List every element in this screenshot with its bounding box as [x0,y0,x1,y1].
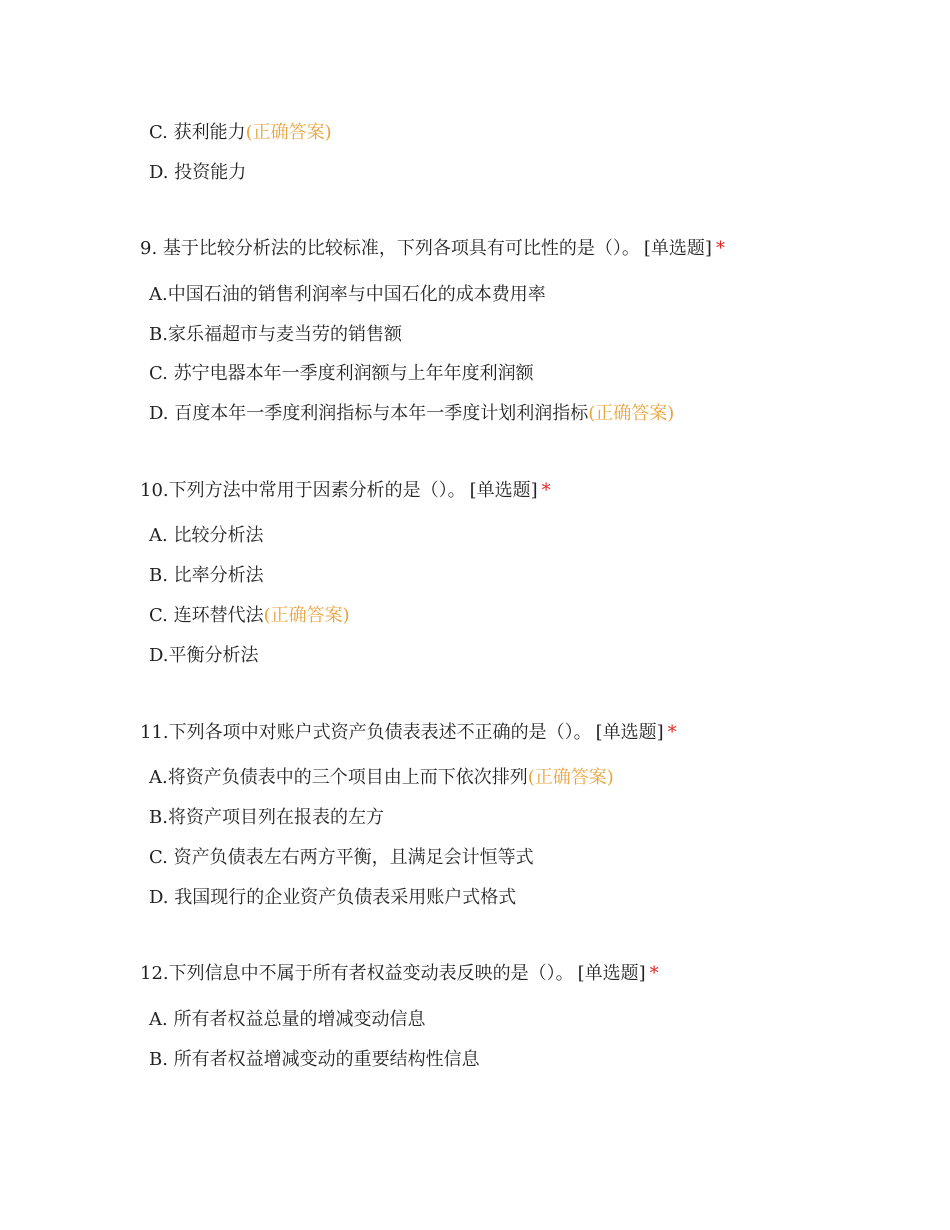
question-text: 12.下列信息中不属于所有者权益变动表反映的是（）。 [140,963,574,984]
q9-option-b [149,323,402,347]
q8-option-d [149,161,246,185]
correct-answer-marker: (正确答案) [245,122,332,143]
q11-option-a [149,766,614,790]
question-9-title [140,237,725,261]
q11-option-b [149,806,384,830]
option-text: D.平衡分析法 [149,645,259,666]
option-text: C. 苏宁电器本年一季度利润额与上年年度利润额 [149,363,534,384]
option-text: D. 我国现行的企业资产负债表采用账户式格式 [149,887,517,908]
option-text: B.将资产项目列在报表的左方 [149,807,384,828]
option-text: C. 资产负债表左右两方平衡，且满足会计恒等式 [149,847,534,868]
q11-option-c [149,846,534,870]
option-text: C. 连环替代法 [149,605,264,626]
question-type: [单选题] [577,963,646,984]
q8-option-c [149,121,332,145]
q9-option-c [149,362,534,386]
option-text: A.中国石油的销售利润率与中国石化的成本费用率 [149,284,546,305]
q11-option-d [149,886,516,910]
question-type: [单选题] [469,480,538,501]
question-11-title [140,721,677,745]
option-text: A. 所有者权益总量的增减变动信息 [149,1009,426,1030]
option-text: B. 比率分析法 [149,565,264,586]
required-marker: * [715,238,725,259]
q10-option-b [149,564,264,588]
question-type: [单选题] [595,722,664,743]
q10-option-c [149,604,350,628]
q10-option-d [149,644,259,668]
question-text: 10.下列方法中常用于因素分析的是（）。 [140,480,466,501]
question-type: [单选题] [643,238,712,259]
q9-option-a [149,283,546,307]
option-text: A.将资产负债表中的三个项目由上而下依次排列 [149,767,528,788]
correct-answer-marker: (正确答案) [588,403,675,424]
option-text: B.家乐福超市与麦当劳的销售额 [149,324,402,345]
correct-answer-marker: (正确答案) [263,605,350,626]
q9-option-d [149,402,674,426]
q12-option-a [149,1008,425,1032]
required-marker: * [541,480,551,501]
option-text: B. 所有者权益增减变动的重要结构性信息 [149,1049,480,1070]
q12-option-b [149,1048,480,1072]
option-text: D. 投资能力 [149,162,247,183]
option-text: C. 获利能力 [149,122,246,143]
question-10-title [140,479,551,503]
question-text: 11.下列各项中对账户式资产负债表表述不正确的是（）。 [140,722,592,743]
question-text: 9. 基于比较分析法的比较标准，下列各项具有可比性的是（）。 [140,238,640,259]
q10-option-a [149,524,263,548]
option-text: D. 百度本年一季度利润指标与本年一季度计划利润指标 [149,403,589,424]
option-text: A. 比较分析法 [149,525,264,546]
question-12-title [140,962,659,986]
required-marker: * [667,722,677,743]
required-marker: * [649,963,659,984]
correct-answer-marker: (正确答案) [527,767,614,788]
